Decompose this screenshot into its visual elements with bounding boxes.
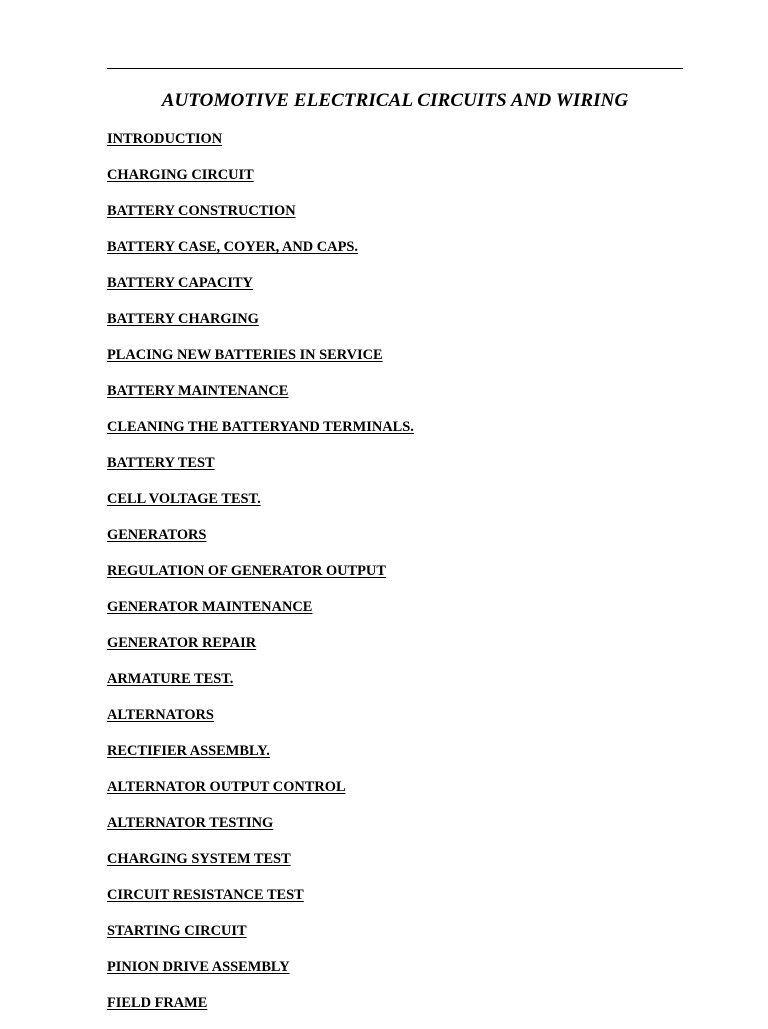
toc-item <box>107 885 414 921</box>
toc-link-generators[interactable]: GENERATORS <box>107 527 207 543</box>
toc-link-cell-voltage-test[interactable]: CELL VOLTAGE TEST. <box>107 491 261 507</box>
toc-link-rectifier-assembly[interactable]: RECTIFIER ASSEMBLY. <box>107 743 270 759</box>
toc-item <box>107 345 414 381</box>
toc-link-battery-charging[interactable]: BATTERY CHARGING <box>107 311 259 327</box>
toc-item <box>107 453 414 489</box>
toc-item <box>107 489 414 525</box>
toc-item <box>107 597 414 633</box>
toc-link-starting-circuit[interactable]: STARTING CIRCUIT <box>107 923 247 939</box>
toc-link-battery-capacity[interactable]: BATTERY CAPACITY <box>107 275 253 291</box>
toc-link-armature-test[interactable]: ARMATURE TEST. <box>107 671 234 687</box>
toc-item <box>107 633 414 669</box>
toc-link-battery-construction[interactable]: BATTERY CONSTRUCTION <box>107 203 296 219</box>
toc-item <box>107 309 414 345</box>
toc-item <box>107 165 414 201</box>
toc-link-field-frame[interactable]: FIELD FRAME <box>107 995 208 1011</box>
toc-link-battery-maintenance[interactable]: BATTERY MAINTENANCE <box>107 383 289 399</box>
toc-item <box>107 849 414 885</box>
toc-item <box>107 561 414 597</box>
toc-link-charging-circuit[interactable]: CHARGING CIRCUIT <box>107 167 254 183</box>
toc-item <box>107 273 414 309</box>
toc-item <box>107 921 414 957</box>
toc-link-generator-repair[interactable]: GENERATOR REPAIR <box>107 635 257 651</box>
toc-link-battery-case[interactable]: BATTERY CASE, COYER, AND CAPS. <box>107 239 358 255</box>
toc-link-charging-system-test[interactable]: CHARGING SYSTEM TEST <box>107 851 291 867</box>
header-rule <box>107 68 683 69</box>
toc-link-cleaning-battery[interactable]: CLEANING THE BATTERYAND TERMINALS. <box>107 419 414 435</box>
toc-link-introduction[interactable]: INTRODUCTION <box>107 131 223 147</box>
toc-item <box>107 705 414 741</box>
toc-item <box>107 741 414 777</box>
table-of-contents <box>107 129 414 1029</box>
toc-link-circuit-resistance-test[interactable]: CIRCUIT RESISTANCE TEST <box>107 887 304 903</box>
toc-item <box>107 129 414 165</box>
toc-link-regulation-generator-output[interactable]: REGULATION OF GENERATOR OUTPUT <box>107 563 386 579</box>
toc-link-pinion-drive-assembly[interactable]: PINION DRIVE ASSEMBLY <box>107 959 290 975</box>
toc-link-battery-test[interactable]: BATTERY TEST <box>107 455 215 471</box>
toc-item <box>107 777 414 813</box>
toc-item <box>107 201 414 237</box>
toc-link-alternator-output-control[interactable]: ALTERNATOR OUTPUT CONTROL <box>107 779 346 795</box>
toc-item <box>107 957 414 993</box>
toc-item <box>107 237 414 273</box>
toc-item <box>107 381 414 417</box>
toc-link-alternator-testing[interactable]: ALTERNATOR TESTING <box>107 815 274 831</box>
toc-link-generator-maintenance[interactable]: GENERATOR MAINTENANCE <box>107 599 313 615</box>
toc-link-placing-new-batteries[interactable]: PLACING NEW BATTERIES IN SERVICE <box>107 347 383 363</box>
toc-item <box>107 669 414 705</box>
toc-link-alternators[interactable]: ALTERNATORS <box>107 707 214 723</box>
document-title: AUTOMOTIVE ELECTRICAL CIRCUITS AND WIRING <box>161 90 629 111</box>
toc-item <box>107 417 414 453</box>
toc-item <box>107 525 414 561</box>
toc-item <box>107 813 414 849</box>
